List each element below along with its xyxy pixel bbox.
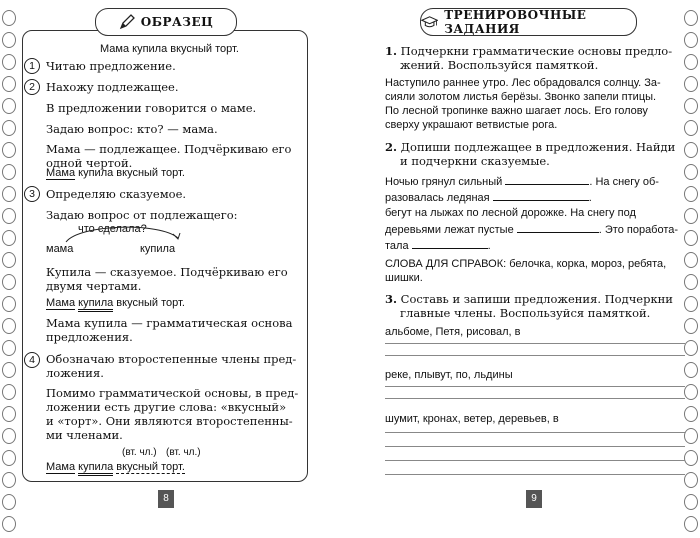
example-line xyxy=(46,460,185,474)
step-number: 1 xyxy=(24,58,40,74)
text-line: ми членами. xyxy=(46,428,123,442)
pencil-icon xyxy=(119,14,135,30)
header-tab xyxy=(95,8,237,36)
exercise-text: сверху украшают ветвистые рога. xyxy=(385,119,558,131)
subject-word: Мама xyxy=(46,167,76,179)
words-for-reference: шишки. xyxy=(385,272,423,284)
text-line: Купила — сказуемое. Подчёркиваю его xyxy=(46,265,288,279)
exercise-text: По лесной тропинке важно шагает лось. Его голову xyxy=(385,105,648,117)
writing-line[interactable] xyxy=(385,460,685,461)
task-2 xyxy=(385,140,675,154)
writing-line[interactable] xyxy=(385,386,685,387)
arc-arrow xyxy=(60,222,190,244)
exercise-line xyxy=(385,238,491,253)
words-for-reference: СЛОВА ДЛЯ СПРАВОК: белочка, корка, мороз, ребята, xyxy=(385,258,667,270)
exercise-line xyxy=(385,206,636,220)
text: . xyxy=(588,192,592,204)
example-line xyxy=(46,296,185,310)
text-line: Помимо грамматической основы, в пред- xyxy=(46,386,299,400)
task-1 xyxy=(385,44,672,58)
text-line: Задаю вопрос: кто? — мама. xyxy=(46,122,218,136)
word-set: реке, плывут, по, льдины xyxy=(385,369,513,381)
exercise-line xyxy=(385,190,592,205)
task-text: Составь и запиши предложения. Подчеркни xyxy=(400,292,673,306)
task-text: Подчеркни грамматические основы предло- xyxy=(400,44,673,58)
header-title: ОБРАЗЕЦ xyxy=(140,15,214,29)
predicate-word: купила xyxy=(78,297,113,312)
text: разовалась ледяная xyxy=(385,192,490,204)
task-number: 1. xyxy=(385,44,398,58)
label: (вт. чл.) xyxy=(166,447,201,458)
rest-words: вкусный торт. xyxy=(116,297,185,309)
header-tab xyxy=(420,8,637,36)
step-4: Обозначаю второстепенные члены пред- xyxy=(46,352,297,366)
task-number: 2. xyxy=(385,140,398,154)
text: . xyxy=(487,240,491,252)
text-line: ложении есть другие слова: «вкусный» xyxy=(46,400,287,414)
predicate-word: купила xyxy=(78,461,113,476)
text: . Это поработа- xyxy=(598,224,679,236)
question-word: что сделала? xyxy=(78,223,147,235)
step-2: Нахожу подлежащее. xyxy=(46,80,179,94)
exercise-line xyxy=(385,222,678,237)
step-3: Определяю сказуемое. xyxy=(46,187,187,201)
text-line: предложения. xyxy=(46,330,133,344)
text: . На снегу об- xyxy=(589,176,659,188)
text: деревьями лежат пустые xyxy=(385,224,514,236)
text-line: ложения. xyxy=(46,366,104,380)
writing-line[interactable] xyxy=(385,446,685,447)
task-text: жений. Воспользуйся памяткой. xyxy=(400,58,599,72)
spiral-binding xyxy=(684,10,698,538)
text-line: и «торт». Они являются второстепенны- xyxy=(46,414,293,428)
arc-left-word: мама xyxy=(46,243,74,255)
task-3 xyxy=(385,292,673,306)
task-text: и подчеркни сказуемые. xyxy=(400,154,550,168)
writing-line[interactable] xyxy=(385,432,685,433)
rest-words: вкусный торт. xyxy=(116,461,185,473)
word-set: альбоме, Петя, рисовал, в xyxy=(385,326,521,338)
subject-word: Мама xyxy=(46,461,76,473)
step-number: 2 xyxy=(24,79,40,95)
page-number: 9 xyxy=(526,490,542,508)
task-text: главные члены. Воспользуйся памяткой. xyxy=(400,306,651,320)
graduation-cap-icon xyxy=(421,14,438,30)
text: бегут на лыжах по лесной дорожке. На снегу под xyxy=(385,207,636,219)
arc-right-word: купила xyxy=(140,243,176,255)
task-number: 3. xyxy=(385,292,398,306)
page-number: 8 xyxy=(158,490,174,508)
example-sentence: Мама купила вкусный торт. xyxy=(100,43,239,55)
header-title: ТРЕНИРОВОЧНЫЕ ЗАДАНИЯ xyxy=(444,8,587,36)
text-line: Мама купила — грамматическая основа xyxy=(46,316,293,330)
task-text: Допиши подлежащее в предложения. Найди xyxy=(400,140,676,154)
text: тала xyxy=(385,240,409,252)
writing-line[interactable] xyxy=(385,355,685,356)
example-line xyxy=(46,166,185,180)
exercise-line xyxy=(385,174,659,189)
word-set: шумит, кронах, ветер, деревьев, в xyxy=(385,413,559,425)
writing-line[interactable] xyxy=(385,398,685,399)
fill-blank[interactable] xyxy=(493,190,589,201)
text-line: Задаю вопрос от подлежащего: xyxy=(46,208,238,222)
text-line: двумя чертами. xyxy=(46,279,142,293)
label: (вт. чл.) xyxy=(122,447,157,458)
text: Ночью грянул сильный xyxy=(385,176,503,188)
fill-blank[interactable] xyxy=(505,174,589,185)
writing-line[interactable] xyxy=(385,343,685,344)
fill-blank[interactable] xyxy=(412,238,488,249)
left-page xyxy=(0,0,350,514)
subject-word: Мама xyxy=(46,297,76,309)
step-number: 4 xyxy=(24,352,40,368)
exercise-text: Наступило раннее утро. Лес обрадовался солнцу. За- xyxy=(385,77,661,89)
writing-line[interactable] xyxy=(385,474,685,475)
exercise-text: сияли золотом листья берёзы. Звонко запели птицы. xyxy=(385,91,657,103)
spiral-binding xyxy=(2,10,16,538)
rest-words: купила вкусный торт. xyxy=(78,167,185,179)
text-line: Мама — подлежащее. Подчёркиваю его xyxy=(46,142,292,156)
step-number: 3 xyxy=(24,186,40,202)
step-1: Читаю предложение. xyxy=(46,59,176,73)
text-line: одной чертой. xyxy=(46,156,133,170)
text-line: В предложении говорится о маме. xyxy=(46,101,257,115)
fill-blank[interactable] xyxy=(517,222,599,233)
